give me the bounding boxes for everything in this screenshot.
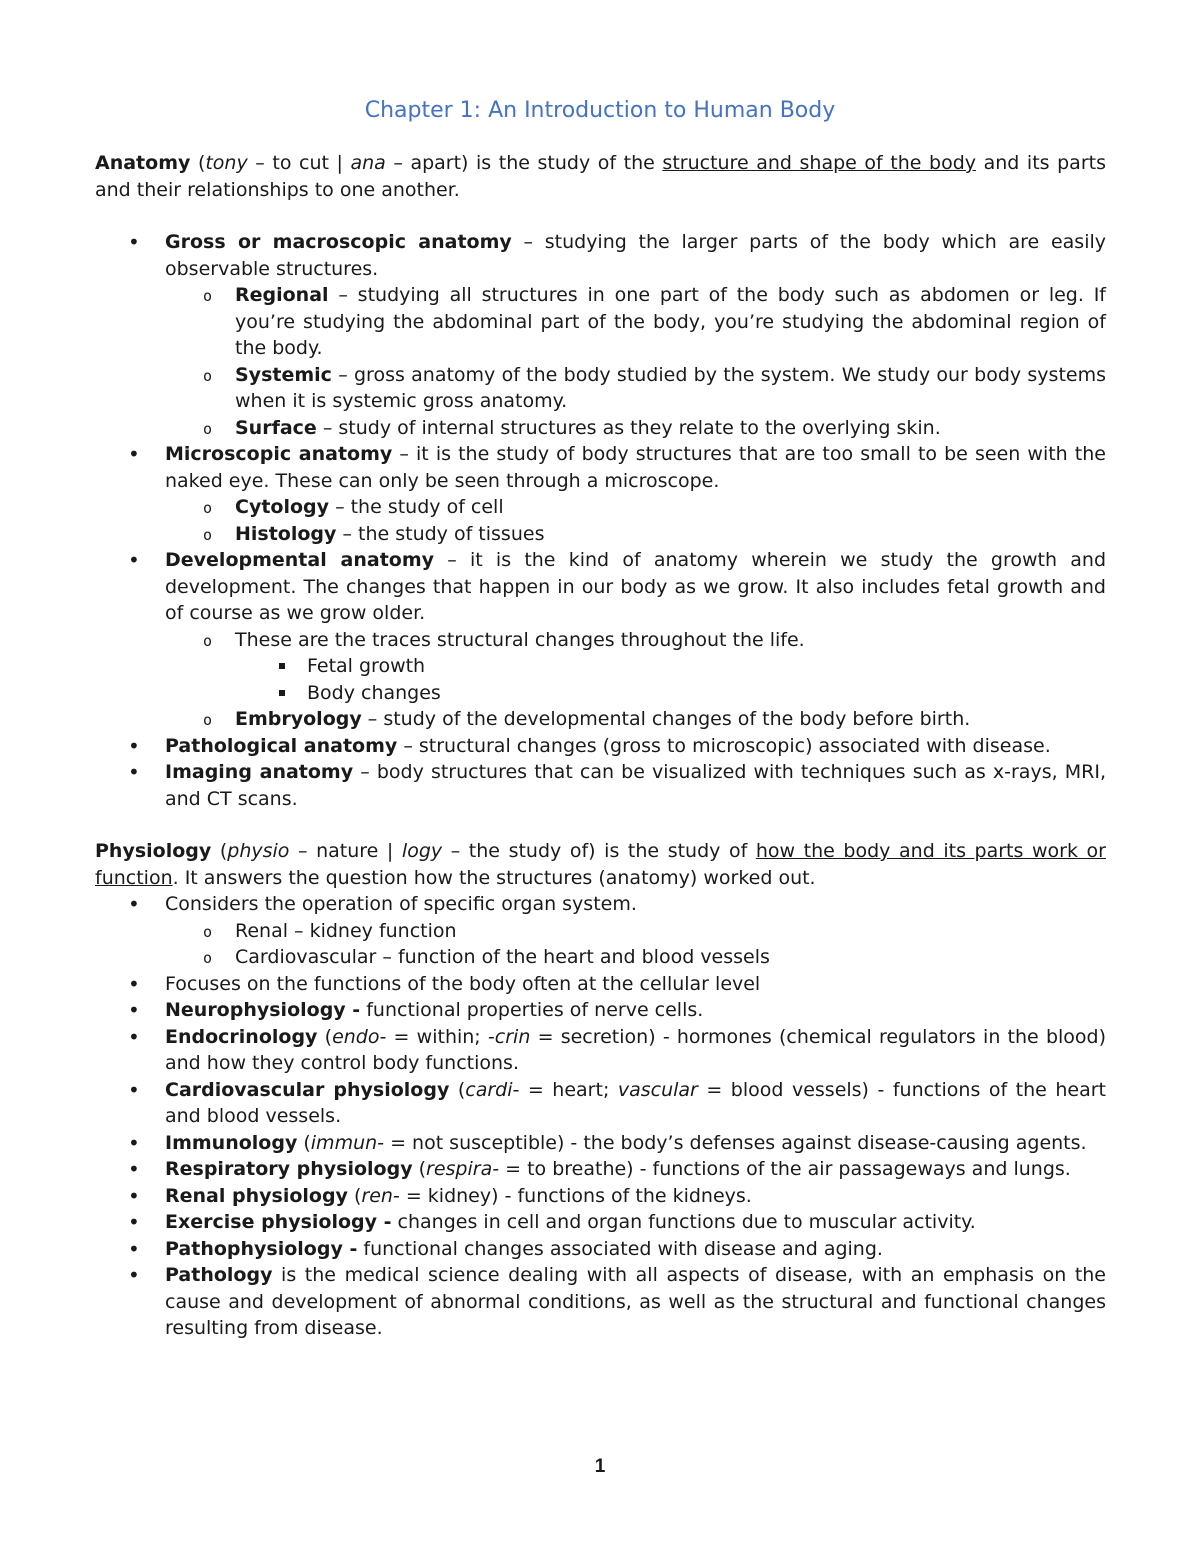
text-run: and its parts and their relationships to one another. [95,152,1106,201]
etymology-term: cardi- [465,1078,520,1101]
sub-list-item: o Cardiovascular – function of the heart and blood vessels [95,944,1106,971]
text-run: = heart; [519,1078,618,1101]
sub-sub-list-item: Body changes [95,680,1106,707]
item-text: – gross anatomy of the body studied by the system. We study our body systems when it is systemic gross anatomy. [235,363,1106,412]
text-run: ( [412,1158,427,1180]
page-title: Chapter 1: An Introduction to Human Body [364,98,836,123]
sub-list-item [95,362,1106,415]
physiology-term: Physiology [95,840,212,862]
text-run: = kidney) - functions of the kidneys. [399,1184,752,1207]
etymology-term: ana [350,152,386,174]
etymology-term: physio [227,840,290,862]
text-run: – nature | [289,840,402,862]
sub-list [95,282,1106,441]
sub-list-item [95,627,1106,707]
item-text: – study of internal structures as they relate to the overlying skin. [316,416,941,439]
etymology-term: immun- [310,1131,385,1154]
item-term: Exercise physiology - [165,1211,392,1233]
text-run: – the study of) is the study of [442,840,756,862]
item-term: Immunology [165,1131,298,1154]
etymology-term: tony [205,152,248,174]
list-item [95,1077,1106,1130]
list-item [95,1209,1106,1236]
text-run: ( [449,1078,466,1101]
list-item [95,1183,1106,1210]
page-number: 1 [594,1456,606,1477]
list-item [95,441,1106,547]
sub-list [95,494,1106,547]
item-term: Pathology [165,1264,273,1286]
list-item [95,547,1106,733]
sub-list-item [95,706,1106,733]
item-text: changes in cell and organ functions due to muscular activity. [391,1211,976,1233]
item-term: Pathophysiology - [165,1237,358,1260]
item-term: Imaging anatomy [165,761,354,783]
item-term: Pathological anatomy [165,734,398,757]
text-run: = within; [386,1025,488,1048]
item-text: – structural changes (gross to microscopic) associated with disease. [397,734,1051,757]
item-term: Developmental anatomy [165,549,435,571]
item-term: Endocrinology [165,1025,318,1048]
item-text: functional properties of nerve cells. [360,999,704,1021]
sub-list-item [95,415,1106,442]
physiology-list [95,891,1106,1342]
list-item [95,997,1106,1024]
sub-list-item [95,494,1106,521]
text-run: ( [347,1184,362,1207]
text-run: = to breathe) - functions of the air passageways and lungs. [499,1158,1071,1180]
item-term: Embryology [235,708,362,730]
item-text: functional changes associated with disease and aging. [357,1237,883,1260]
item-term: Renal physiology [165,1184,348,1207]
anatomy-term: Anatomy [95,152,191,174]
item-term: Gross or macroscopic anatomy [165,231,512,253]
item-text: – body structures that can be visualized with techniques such as x-rays, MRI, and CT scans. [165,761,1106,810]
sub-list [95,918,1106,971]
item-text: – studying the larger parts of the body which are easily observable structures. [165,231,1106,280]
underlined-phrase: how the body and its parts work or function [95,840,1106,889]
text-run: = blood vessels) - functions of the heart and blood vessels. [165,1078,1107,1127]
sub-sub-list-item: Fetal growth [95,653,1106,680]
sub-list-item [95,282,1106,362]
anatomy-list [95,229,1106,812]
item-term: Systemic [235,363,332,386]
etymology-term: logy [401,840,443,862]
underlined-phrase: structure and shape of the body [662,152,977,174]
text-run: ( [297,1131,311,1154]
list-item [95,1024,1106,1077]
item-text: – it is the study of body structures that are too small to be seen with the naked eye. These can only be seen through a microscope. [165,443,1106,492]
sub-sub-list [95,653,1106,706]
item-text: – studying all structures in one part of the body such as abdomen or leg. If you’re studying the abdominal part of the body, you’re studying the abdominal region of the body. [235,284,1106,359]
item-text: – the study of tissues [336,522,545,545]
list-item [95,1130,1106,1157]
item-text: – it is the kind of anatomy wherein we study the growth and development. The changes that happen in our body as we grow. It also includes fetal growth and of course as we grow older. [165,549,1107,624]
etymology-term: endo- [332,1025,387,1048]
item-term: Microscopic anatomy [165,443,393,465]
item-term: Cardiovascular physiology [165,1078,450,1101]
list-item [95,1262,1106,1342]
list-item [95,733,1106,760]
text-run: – apart) is the study of the [385,152,663,174]
etymology-term: respira- [426,1158,500,1180]
physiology-definition [95,838,1106,891]
list-item [95,1156,1106,1183]
sub-list-item [95,521,1106,548]
text-run: – to cut | [247,152,351,174]
etymology-term: ren- [361,1184,400,1207]
item-text: Considers the operation of specific organ system. [165,893,637,915]
item-term: Histology [235,522,337,545]
item-term: Neurophysiology - [165,999,361,1021]
list-item: • Focuses on the functions of the body often at the cellular level [95,971,1106,998]
list-item [95,759,1106,812]
item-term: Cytology [235,496,330,518]
document-body [95,150,1106,1342]
list-item [95,229,1106,441]
text-run: = not susceptible) - the body’s defenses against disease-causing agents. [384,1131,1087,1154]
sub-list [95,627,1106,733]
item-text: – the study of cell [329,496,504,518]
etymology-term: -crin [487,1025,531,1048]
text-run: . It answers the question how the structures (anatomy) worked out. [172,866,816,889]
sub-list-item: o Renal – kidney function [95,918,1106,945]
etymology-term: vascular [617,1078,698,1101]
text-run: ( [317,1025,333,1048]
text-run: = secretion) - hormones (chemical regulators in the blood) and how they control body functions. [165,1025,1107,1074]
item-term: Respiratory physiology [165,1158,413,1180]
item-text: is the medical science dealing with all aspects of disease, with an emphasis on the cause and development of abnormal conditions, as well as the structural and functional changes resulting from disease. [165,1264,1106,1339]
item-text: These are the traces structural changes throughout the life. [235,628,805,651]
item-text: – study of the developmental changes of the body before birth. [361,708,971,730]
item-term: Regional [235,284,329,306]
list-item [95,1236,1106,1263]
anatomy-definition [95,150,1106,203]
item-term: Surface [235,416,317,439]
text-run: ( [211,840,228,862]
list-item [95,891,1106,971]
text-run: ( [190,152,206,174]
